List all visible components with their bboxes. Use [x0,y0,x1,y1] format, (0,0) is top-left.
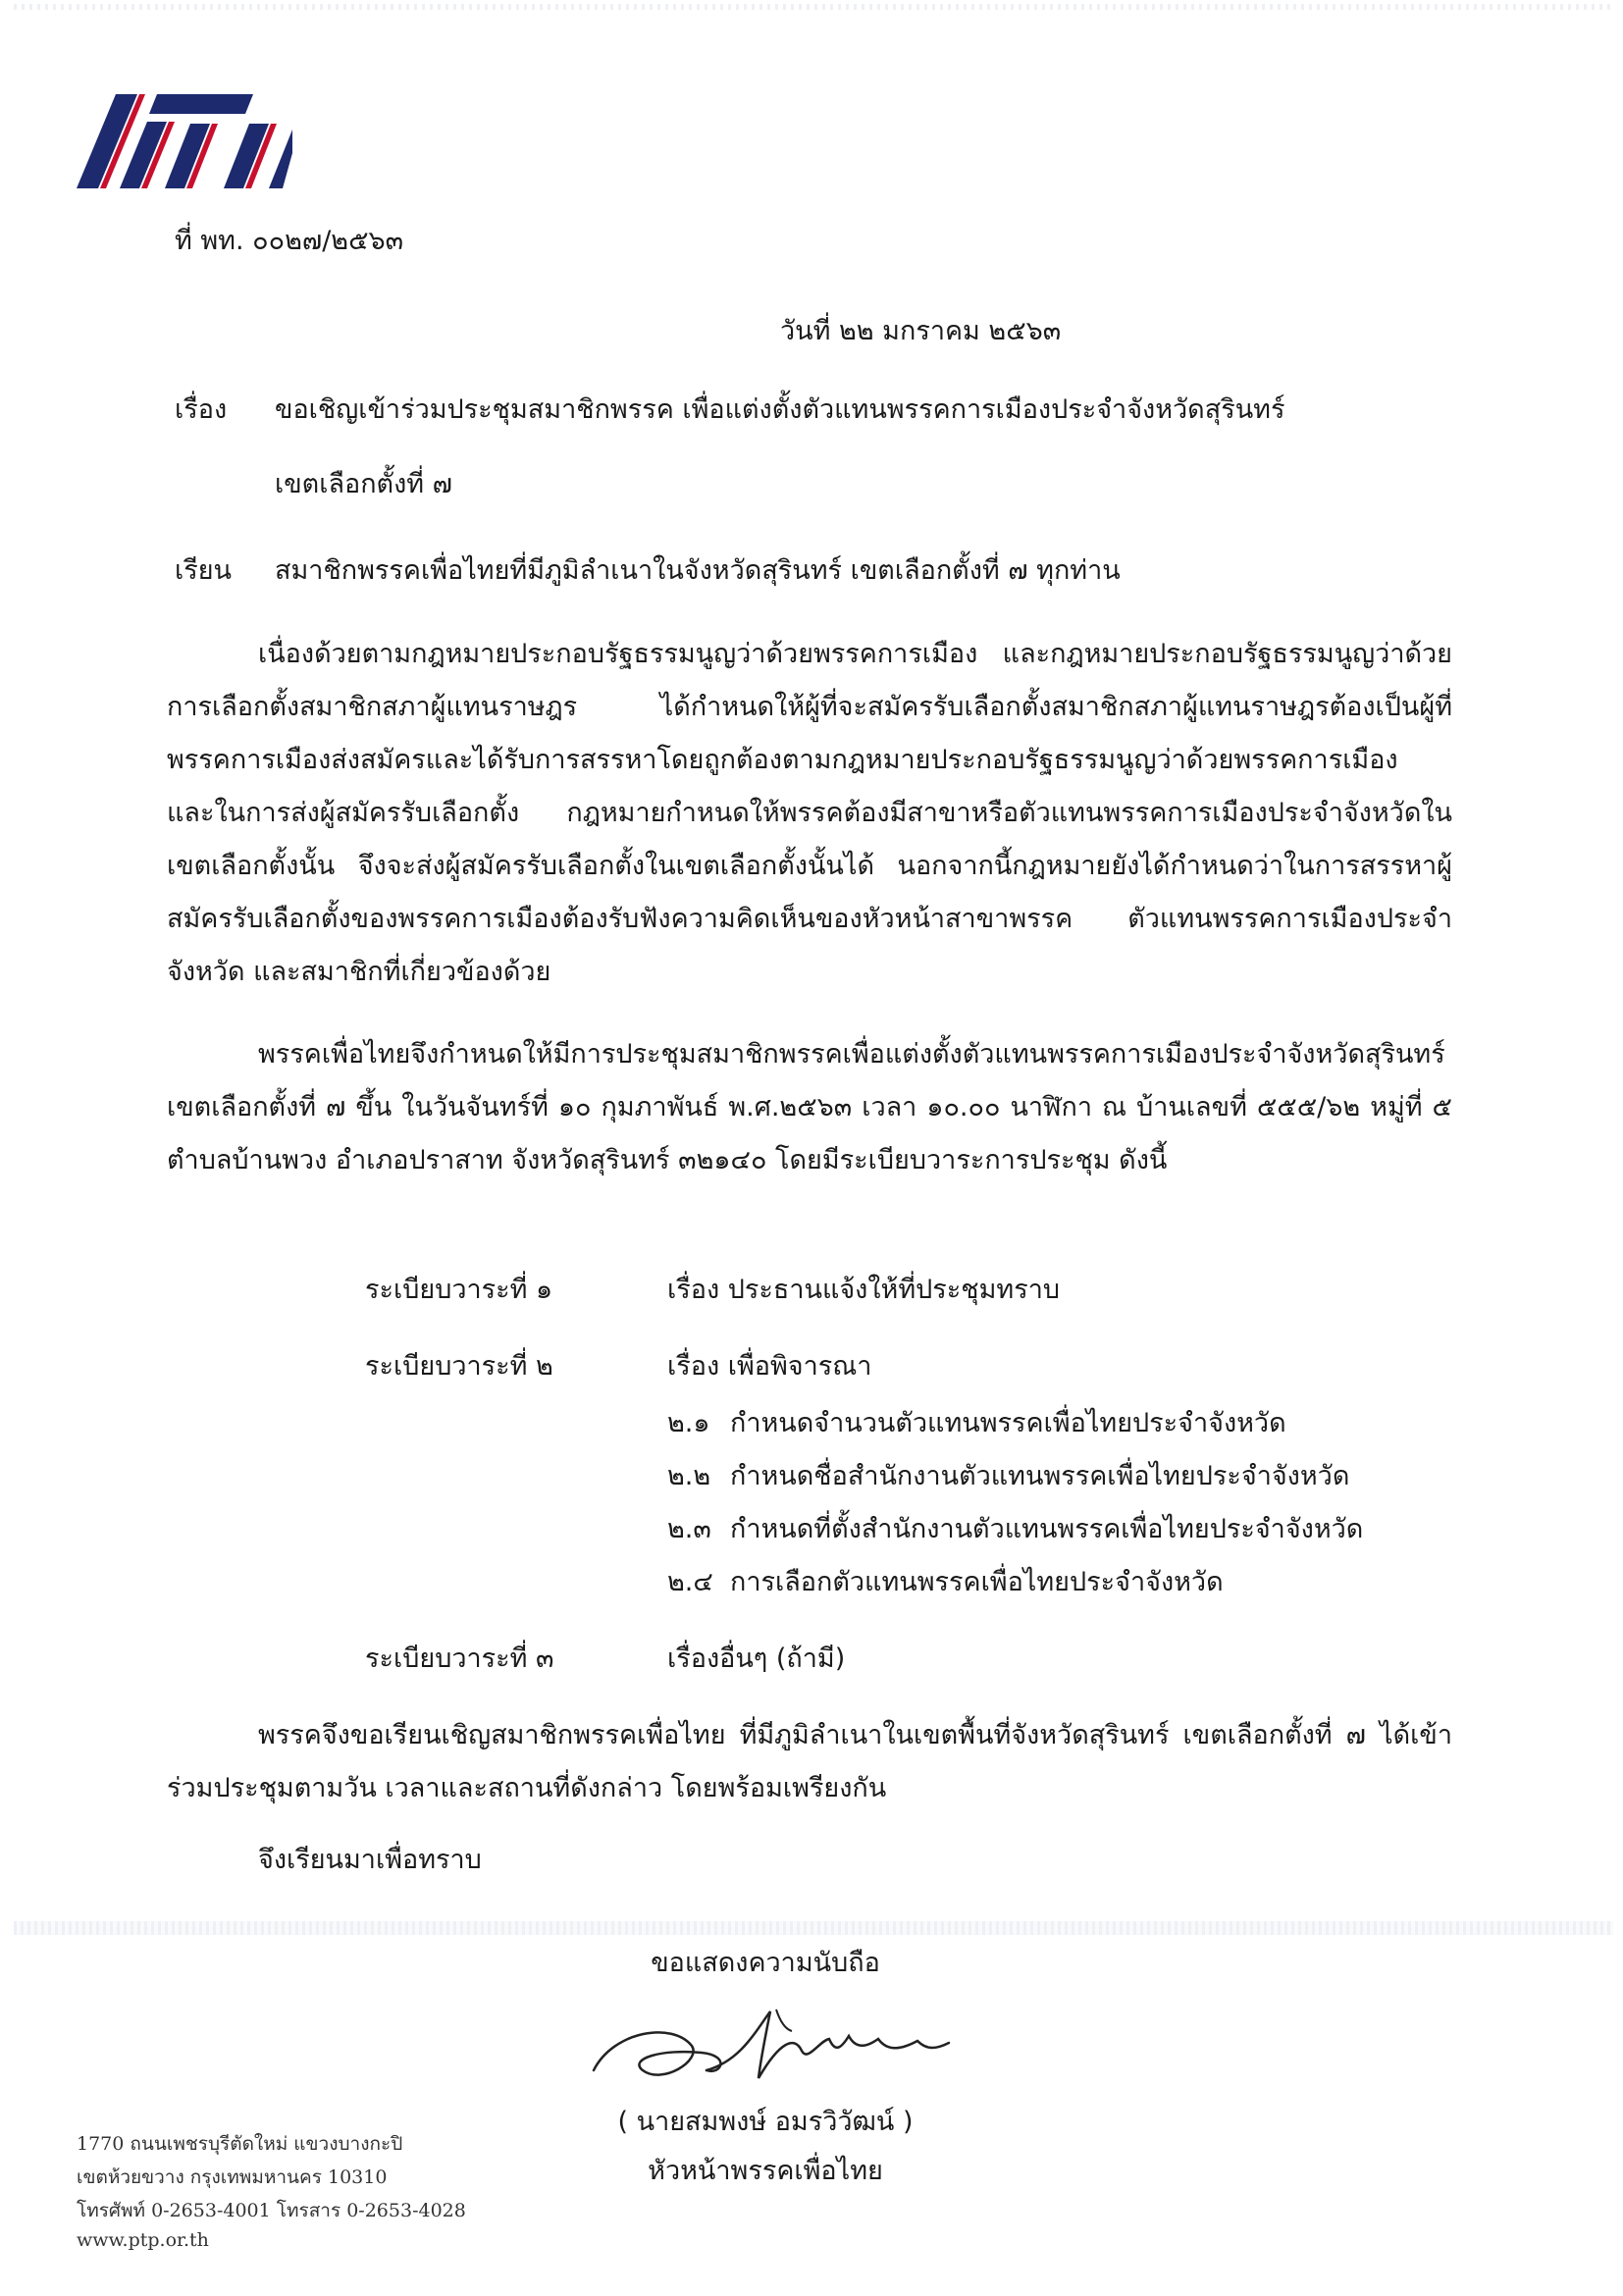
agenda-2-label: ระเบียบวาระที่ ๒ [365,1351,553,1382]
subject-line-2: เขตเลือกตั้งที่ ๗ [275,469,452,499]
body-paragraph-3: พรรคจึงขอเรียนเชิญสมาชิกพรรคเพื่อไทย ที่มีภูมิลำเนาในเขตพื้นที่จังหวัดสุรินทร์ เขตเลือกตั้งที่ ๗ ได้เข้าร่วมประชุมตามวัน เวลาและสถานที่ดังกล่าว โดยพร้อมเพรียงกัน [167,1720,1452,1803]
subject-label: เรื่อง [175,394,228,425]
footer-address-1: 1770 ถนนเพชรบุรีตัดใหม่ แขวงบางกะปิ [77,2133,403,2155]
agenda-sub-item [667,1560,1224,1602]
subject-line-1: ขอเชิญเข้าร่วมประชุมสมาชิกพรรค เพื่อแต่งตั้งตัวแทนพรรคการเมืองประจำจังหวัดสุรินทร์ [275,394,1285,425]
agenda-sub-item [667,1507,1363,1549]
agenda-sub-number: ๒.๒ [667,1461,711,1491]
scan-edge-line [14,4,1613,10]
agenda-2-text: เรื่อง เพื่อพิจารณา [667,1351,872,1382]
signer-name: ( นายสมพงษ์ อมรวิวัฒน์ ) [617,2107,914,2137]
agenda-sub-text: การเลือกตัวแทนพรรคเพื่อไทยประจำจังหวัด [730,1567,1224,1597]
scan-band [14,1921,1613,1935]
signer-title: หัวหน้าพรรคเพื่อไทย [648,2156,883,2186]
footer-phone: โทรศัพท์ 0-2653-4001 โทรสาร 0-2653-4028 [77,2200,466,2221]
agenda-sub-item [667,1401,1286,1443]
agenda-1-text: เรื่อง ประธานแจ้งให้ที่ประชุมทราบ [667,1275,1061,1305]
agenda-sub-number: ๒.๓ [667,1514,711,1544]
body-paragraph-2: พรรคเพื่อไทยจึงกำหนดให้มีการประชุมสมาชิกพรรคเพื่อแต่งตั้งตัวแทนพรรคการเมืองประจำจังหวัดสุรินทร์ เขตเลือกตั้งที่ ๗ ขึ้น ในวันจันทร์ที่ ๑๐ กุมภาพันธ์ พ.ศ.๒๕๖๓ เวลา ๑๐.๐๐ นาฬิกา ณ บ้านเลขที่ ๕๕๕/๖๒ หมู่ที่ ๕ ตำบลบ้านพวง อำเภอปราสาท จังหวัดสุรินทร์ ๓๒๑๔๐ โดยมีระเบียบวาระการประชุม ดังนี้ [167,1039,1452,1175]
signature [584,1992,957,2100]
reference-number: ที่ พท. ๐๐๒๗/๒๕๖๓ [175,226,404,256]
footer-website: www.ptp.or.th [77,2229,209,2251]
agenda-sub-text: กำหนดชื่อสำนักงานตัวแทนพรรคเพื่อไทยประจำจังหวัด [730,1461,1350,1491]
agenda-sub-item [667,1454,1349,1496]
agenda-sub-text: กำหนดที่ตั้งสำนักงานตัวแทนพรรคเพื่อไทยประจำจังหวัด [730,1514,1364,1544]
party-logo [77,94,292,188]
footer-address-2: เขตห้วยขวาง กรุงเทพมหานคร 10310 [77,2166,388,2188]
letter-date: วันที่ ๒๒ มกราคม ๒๕๖๓ [780,316,1062,346]
recipient-label: เรียน [175,555,233,586]
agenda-sub-text: กำหนดจำนวนตัวแทนพรรคเพื่อไทยประจำจังหวัด [730,1408,1286,1438]
closing-line: จึงเรียนมาเพื่อทราบ [258,1845,482,1875]
agenda-sub-number: ๒.๔ [667,1567,713,1597]
agenda-1-label: ระเบียบวาระที่ ๑ [365,1275,553,1305]
regards: ขอแสดงความนับถือ [651,1948,880,1978]
agenda-3-label: ระเบียบวาระที่ ๓ [365,1644,554,1674]
agenda-sub-number: ๒.๑ [667,1408,710,1438]
body-paragraph-1: เนื่องด้วยตามกฎหมายประกอบรัฐธรรมนูญว่าด้วยพรรคการเมือง และกฎหมายประกอบรัฐธรรมนูญว่าด้วยการเลือกตั้งสมาชิกสภาผู้แทนราษฎร ได้กำหนดให้ผู้ที่จะสมัครรับเลือกตั้งสมาชิกสภาผู้แทนราษฎรต้องเป็นผู้ที่พรรคการเมืองส่งสมัครและได้รับการสรรหาโดยถูกต้องตามกฎหมายประกอบรัฐธรรมนูญว่าด้วยพรรคการเมือง และในการส่งผู้สมัครรับเลือกตั้ง กฎหมายกำหนดให้พรรคต้องมีสาขาหรือตัวแทนพรรคการเมืองประจำจังหวัดในเขตเลือกตั้งนั้น จึงจะส่งผู้สมัครรับเลือกตั้งในเขตเลือกตั้งนั้นได้ นอกจากนี้กฎหมายยังได้กำหนดว่าในการสรรหาผู้สมัครรับเลือกตั้งของพรรคการเมืองต้องรับฟังความคิดเห็นของหัวหน้าสาขาพรรค ตัวแทนพรรคการเมืองประจำจังหวัด และสมาชิกที่เกี่ยวข้องด้วย [167,639,1452,987]
agenda-3-text: เรื่องอื่นๆ (ถ้ามี) [667,1644,846,1674]
recipient-text: สมาชิกพรรคเพื่อไทยที่มีภูมิลำเนาในจังหวัดสุรินทร์ เขตเลือกตั้งที่ ๗ ทุกท่าน [275,555,1121,586]
